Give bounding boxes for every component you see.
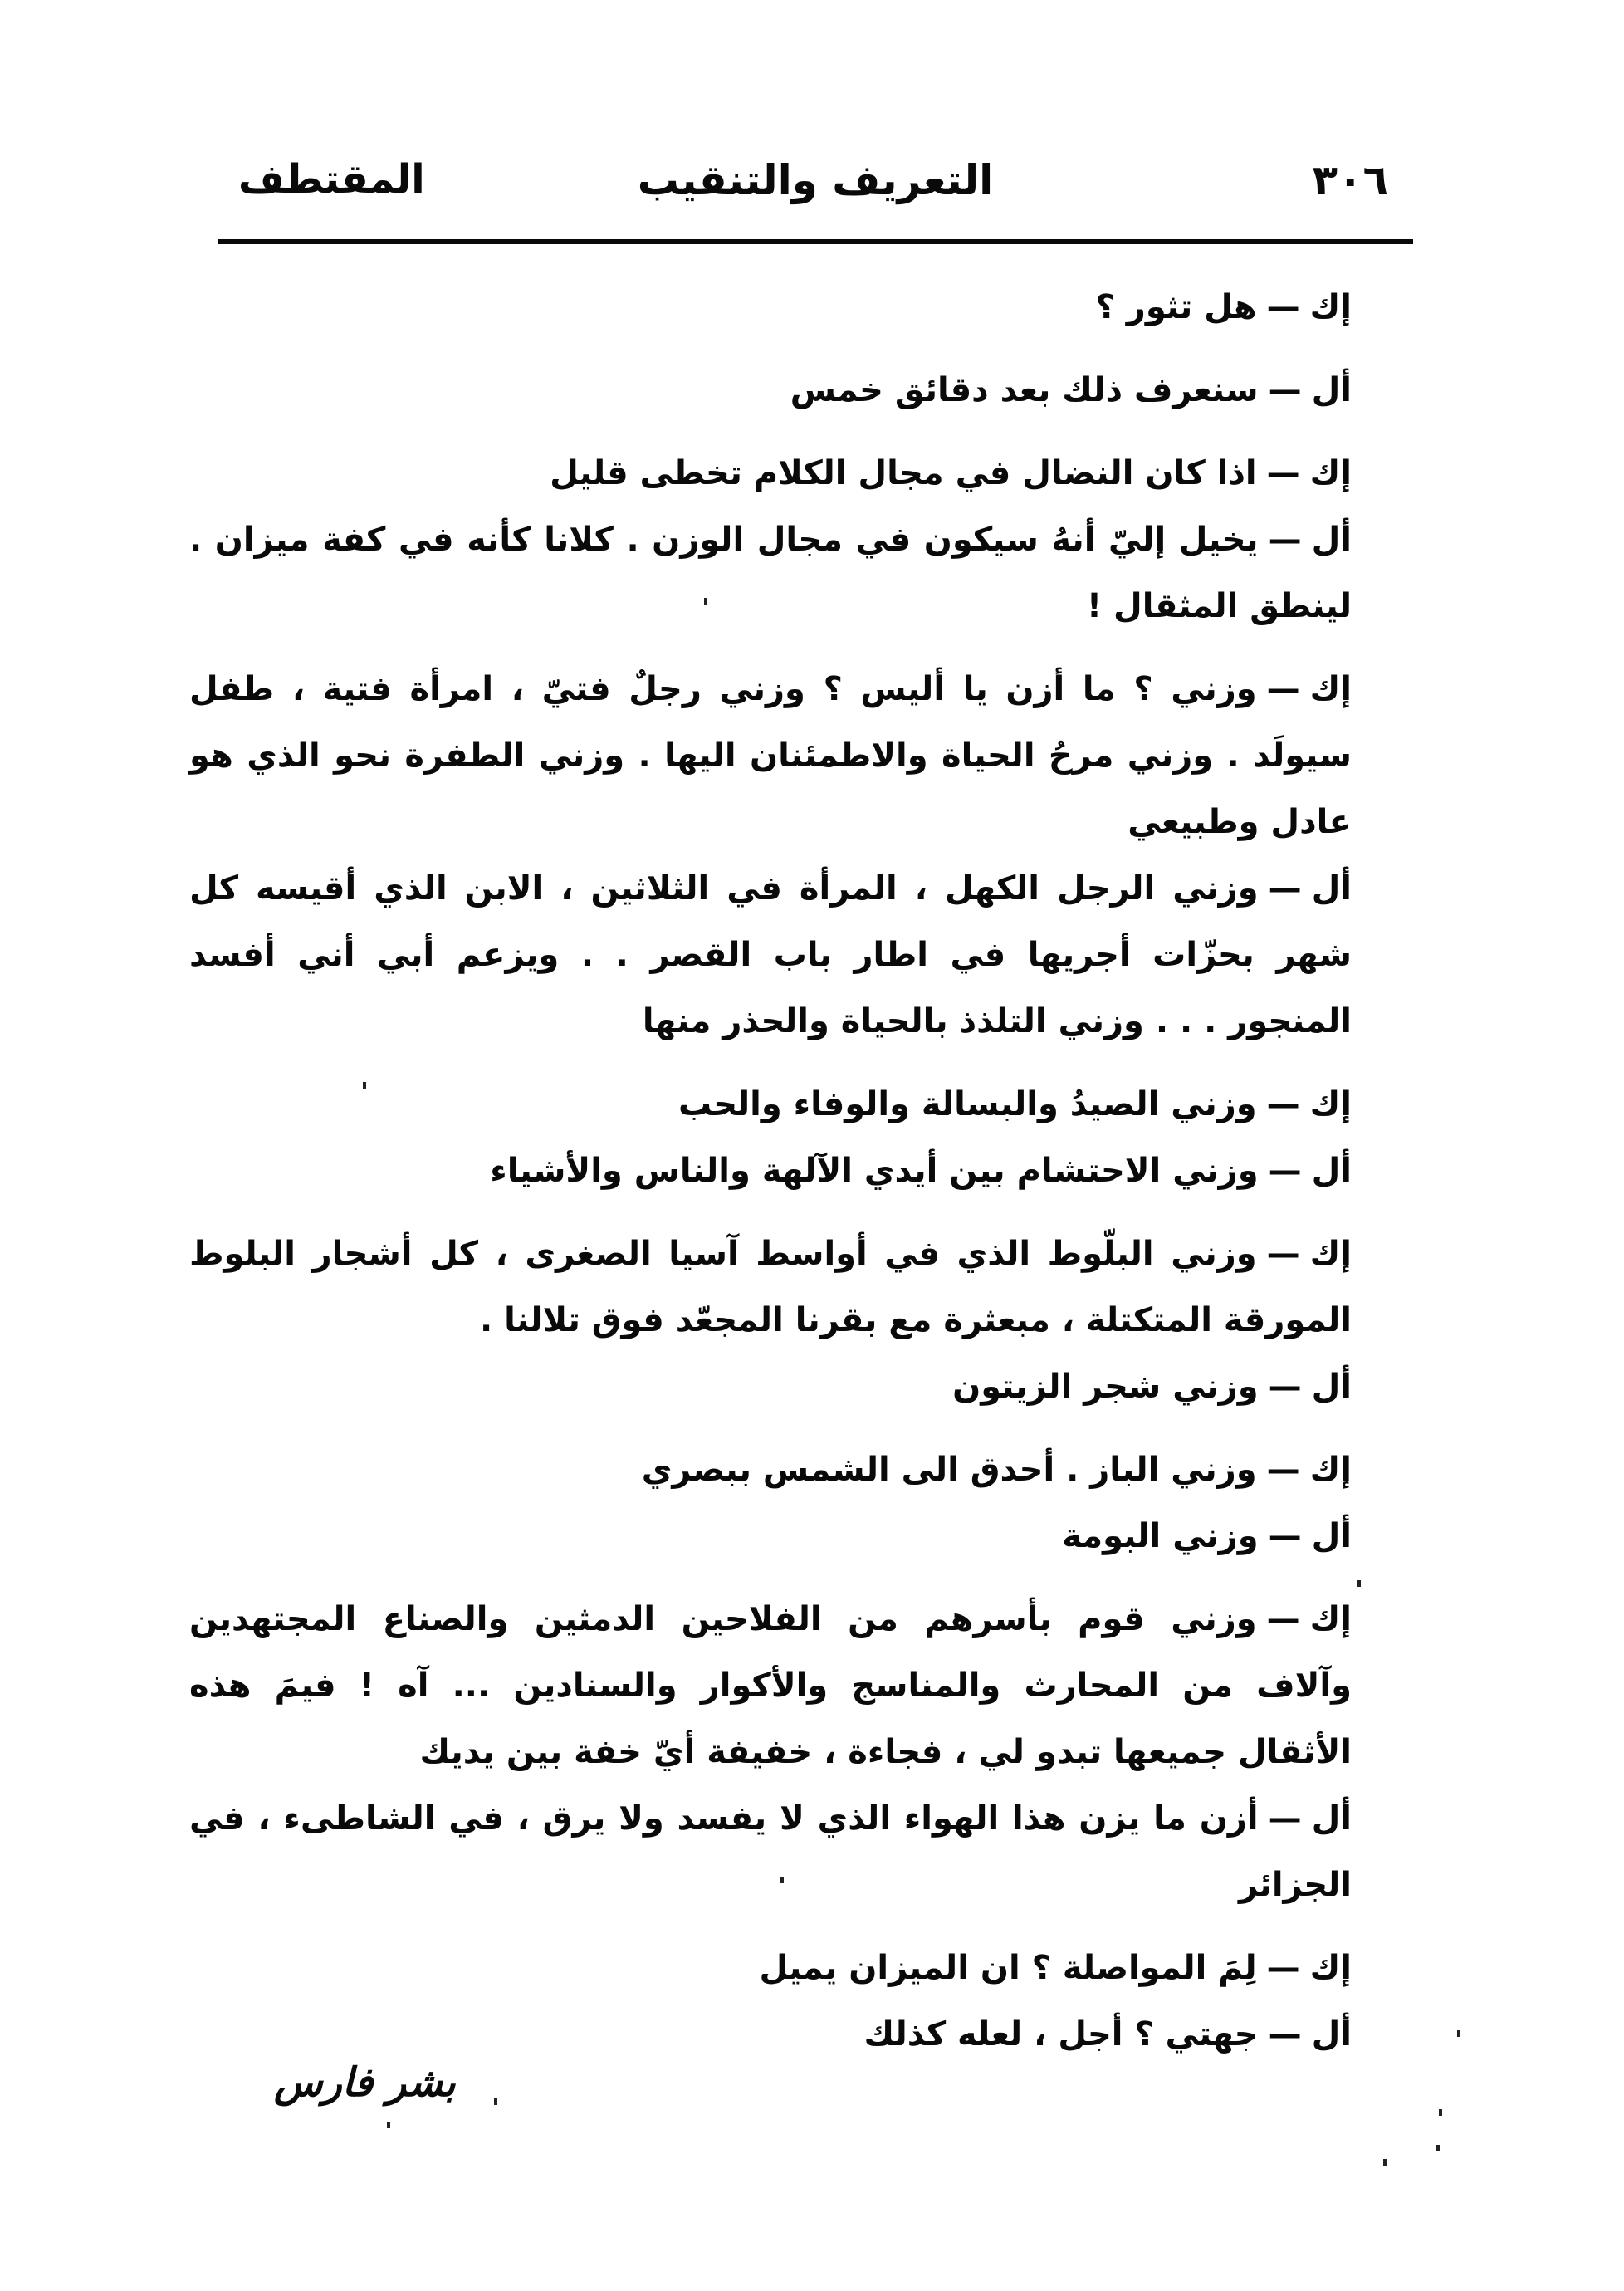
speaker-label: إك <box>1309 288 1352 326</box>
scan-speck <box>387 2122 390 2128</box>
dash: — <box>1266 1235 1300 1273</box>
dialogue-turn <box>189 440 1410 507</box>
dash: — <box>1266 288 1300 326</box>
scan-speck <box>1357 1580 1361 1587</box>
scan-speck <box>1439 2109 1442 2116</box>
dialogue-text: جهتي ؟ أجل ، لعله كذلك <box>863 2015 1259 2054</box>
dash: — <box>1268 1799 1302 1838</box>
speaker-label: إك <box>1309 1085 1352 1123</box>
speaker-label: إك <box>1309 1949 1352 1987</box>
dialogue-text: وزني شجر الزيتون <box>952 1368 1259 1406</box>
speaker-label: أل <box>1311 1152 1352 1190</box>
speaker-label: أل <box>1311 1517 1352 1555</box>
dash: — <box>1268 869 1302 908</box>
dialogue-turn <box>189 1221 1410 1354</box>
dialogue-turn <box>189 1138 1410 1204</box>
speaker-label: إك <box>1309 454 1352 492</box>
speaker-label: أل <box>1311 2015 1352 2054</box>
dialogue-text: اذا كان النضال في مجال الكلام تخطى قليل <box>550 454 1257 492</box>
dialogue-turn <box>189 274 1410 340</box>
dialogue-body <box>189 274 1410 2068</box>
dialogue-turn <box>189 855 1410 1055</box>
page-header <box>218 156 1413 216</box>
journal-name: المقتطف <box>238 156 425 203</box>
dialogue-turn <box>189 1503 1410 1569</box>
dialogue-text: يخيل إليّ أنهُ سيكون في مجال الوزن . كلانا كأنه في كفة ميزان . لينطق المثقال ! <box>189 521 1352 625</box>
dash: — <box>1268 371 1302 409</box>
scan-speck <box>1457 2030 1460 2037</box>
running-title: التعريف والتنقيب <box>637 156 994 204</box>
speaker-label: إك <box>1309 1600 1352 1638</box>
dialogue-turn <box>189 656 1410 855</box>
scan-speck <box>780 1877 784 1883</box>
dash: — <box>1268 1368 1302 1406</box>
dialogue-text: وزني البلّوط الذي في أواسط آسيا الصغرى ، كل أشجار البلوط المورقة المتكتلة ، مبعثرة مع بقرنا المجعّد فوق تلالنا . <box>189 1235 1352 1339</box>
dash: — <box>1266 1085 1300 1123</box>
dialogue-turn <box>189 1354 1410 1420</box>
dialogue-turn <box>189 1437 1410 1503</box>
dialogue-turn <box>189 1785 1410 1918</box>
author-signature: بشر فارس <box>274 2059 456 2106</box>
dialogue-text: أزن ما يزن هذا الهواء الذي لا يفسد ولا يرق ، في الشاطىء ، في الجزائر <box>189 1799 1352 1904</box>
speaker-label: أل <box>1311 1799 1352 1838</box>
dash: — <box>1266 1600 1300 1638</box>
dialogue-text: وزني البومة <box>1062 1517 1259 1555</box>
speaker-label: أل <box>1311 1368 1352 1406</box>
dialogue-turn <box>189 507 1410 639</box>
dialogue-text: لِمَ المواصلة ؟ ان الميزان يميل <box>759 1949 1257 1987</box>
speaker-label: أل <box>1311 371 1352 409</box>
speaker-label: أل <box>1311 869 1352 908</box>
scan-speck <box>363 1082 366 1089</box>
dialogue-turn <box>189 1935 1410 2001</box>
dialogue-turn <box>189 1586 1410 1785</box>
speaker-label: إك <box>1309 1451 1352 1489</box>
dash: — <box>1268 2015 1302 2054</box>
dialogue-text: سنعرف ذلك بعد دقائق خمس <box>790 371 1259 409</box>
dialogue-text: وزني ؟ ما أزن يا أليس ؟ وزني رجلٌ فتيّ ، امرأة فتية ، طفل سيولَد . وزني مرحُ الحياة والاطمئنان اليها . وزني الطفرة نحو الذي هو عادل وطبيعي <box>189 670 1352 841</box>
scan-speck <box>494 2098 497 2105</box>
dialogue-text: وزني الباز . أحدق الى الشمس ببصري <box>641 1451 1257 1489</box>
dash: — <box>1266 670 1300 708</box>
dialogue-turn <box>189 357 1410 423</box>
page-number: ٣٠٦ <box>1312 156 1388 204</box>
speaker-label: إك <box>1309 1235 1352 1273</box>
scan-speck <box>1383 2159 1387 2166</box>
dialogue-text: وزني الصيدُ والبسالة والوفاء والحب <box>677 1085 1257 1123</box>
dash: — <box>1268 1152 1302 1190</box>
dialogue-turn <box>189 1071 1410 1138</box>
dash: — <box>1266 1451 1300 1489</box>
speaker-label: أل <box>1311 521 1352 559</box>
dialogue-text: وزني الاحتشام بين أيدي الآلهة والناس والأشياء <box>490 1152 1259 1190</box>
dialogue-text: هل تثور ؟ <box>1095 288 1257 326</box>
speaker-label: إك <box>1309 670 1352 708</box>
dash: — <box>1266 454 1300 492</box>
dash: — <box>1268 521 1302 559</box>
dialogue-text: وزني الرجل الكهل ، المرأة في الثلاثين ، الابن الذي أقيسه كل شهر بحزّات أجريها في اطار باب القصر . . ويزعم أبي أني أفسد المنجور . . . وزني التلذذ بالحياة والحذر منها <box>189 869 1352 1040</box>
dash: — <box>1268 1517 1302 1555</box>
dialogue-turn <box>189 2001 1410 2068</box>
scan-speck <box>704 598 707 605</box>
header-divider <box>218 239 1413 244</box>
dialogue-text: وزني قوم بأسرهم من الفلاحين الدمثين والصناع المجتهدين وآلاف من المحارث والمناسج والأكوار والسنادين ... آه ! فيمَ هذه الأثقال جميعها تبدو لي ، فجاءة ، خفيفة أيّ خفة بين يديك <box>189 1600 1352 1771</box>
dash: — <box>1266 1949 1300 1987</box>
scan-speck <box>1436 2145 1440 2151</box>
